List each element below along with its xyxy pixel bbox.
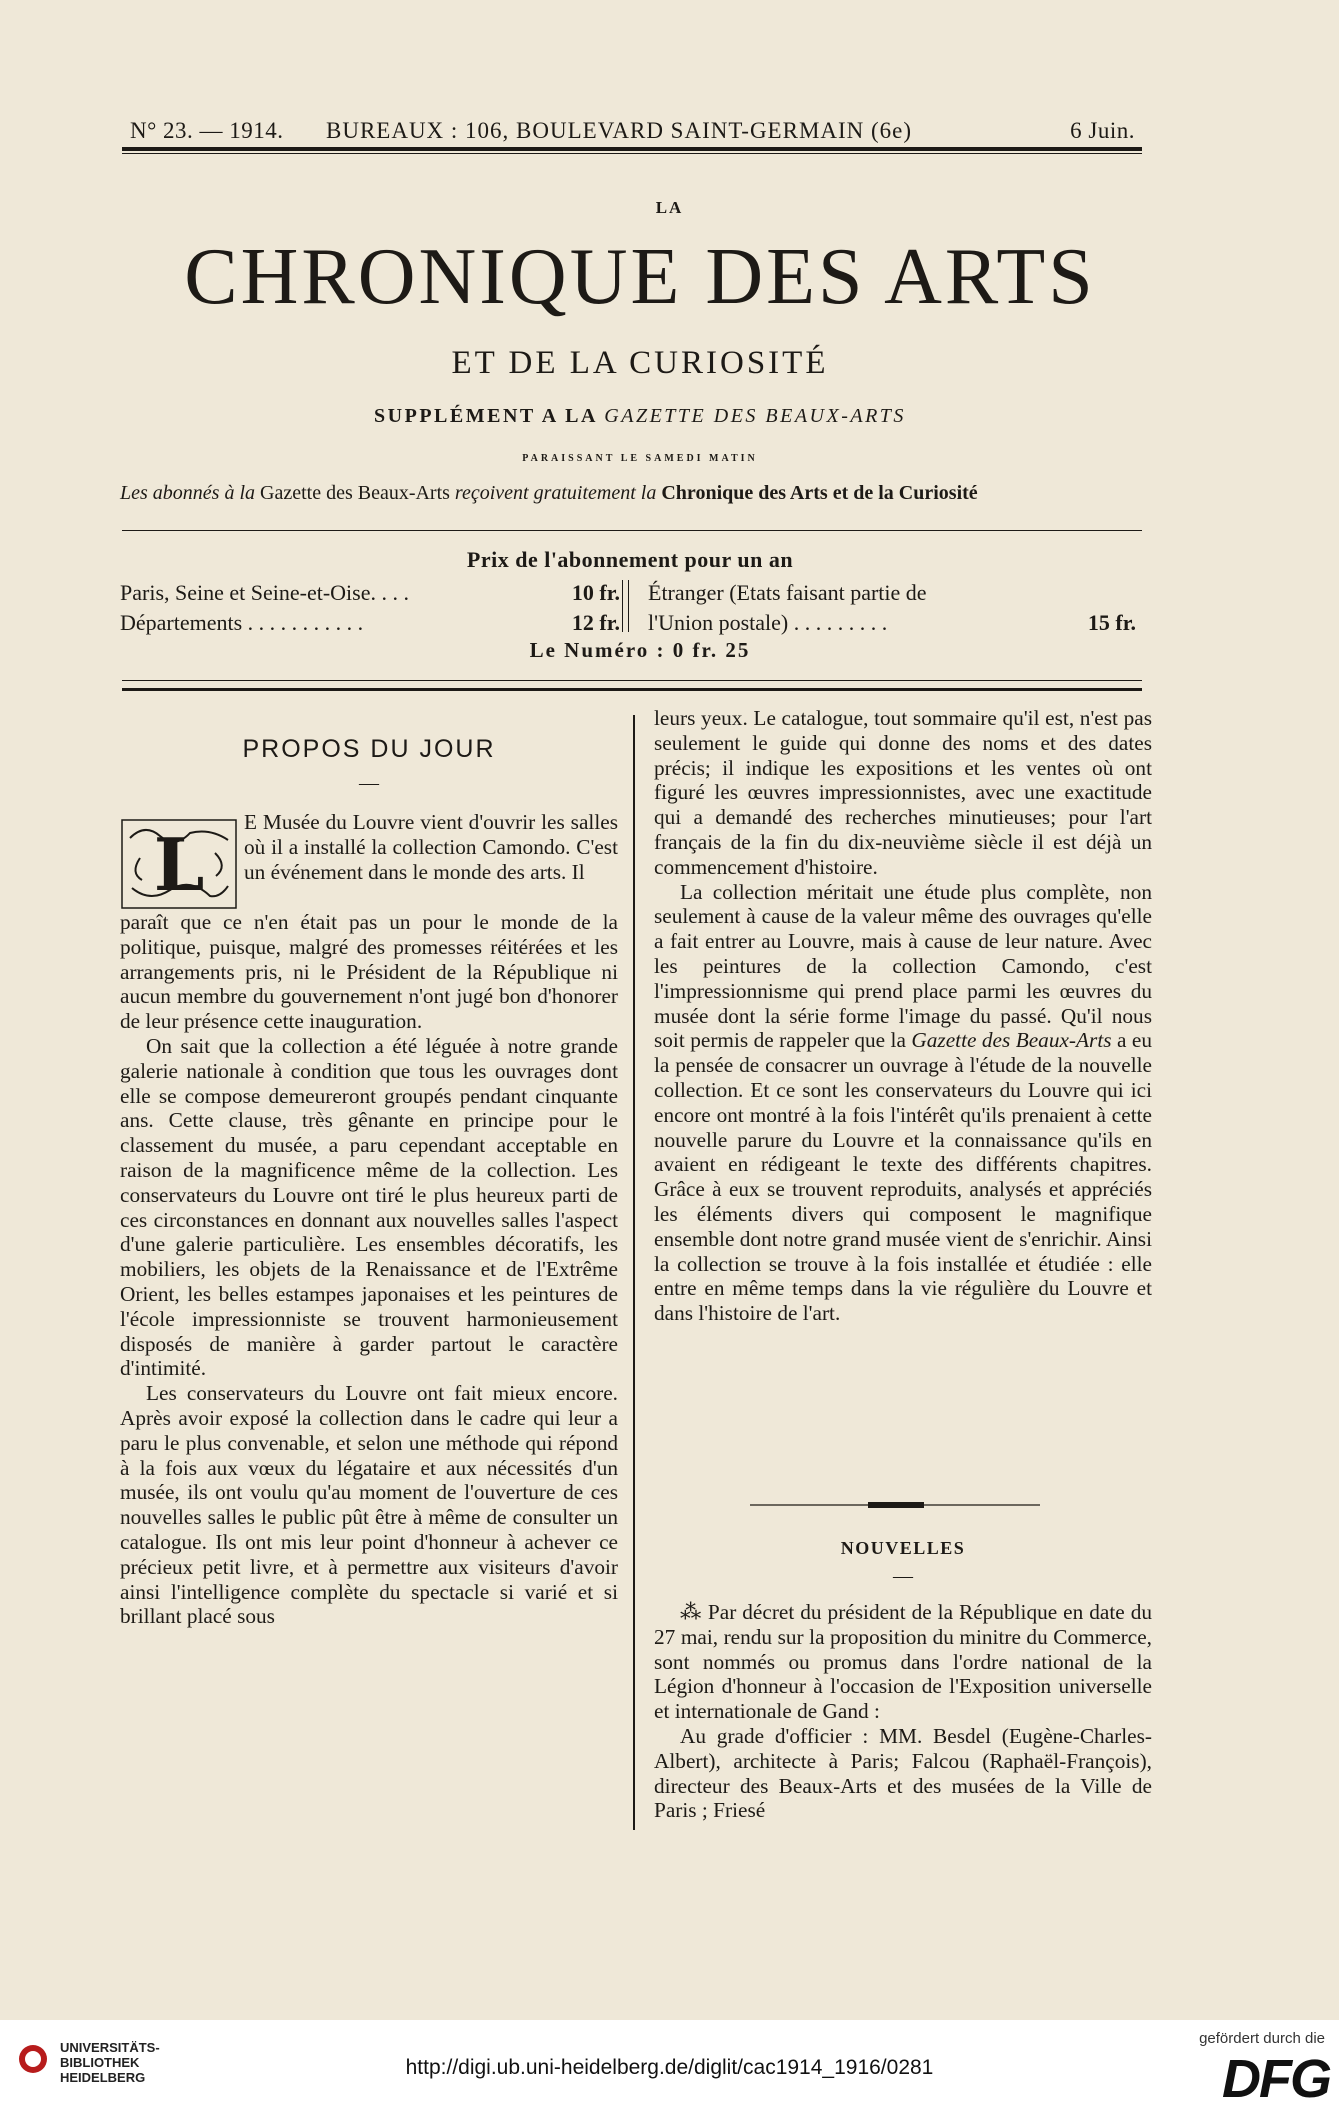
issue-number: N° 23. — 1914. (130, 118, 284, 143)
article-title: PROPOS DU JOUR (242, 735, 496, 763)
nouvelles-column (654, 1600, 1152, 1823)
paragraph-text: E Musée du Louvre vient d'ouvrir les salles où il a installé la collection Camondo. C'est un événement dans le monde des arts. Il (244, 810, 618, 884)
source-url[interactable]: http://digi.ub.uni-heidelberg.de/diglit/cac1914_1916/0281 (405, 2056, 934, 2079)
subscription-foreign-line2 (648, 610, 1136, 636)
uni-line: UNIVERSITÄTS- (60, 2040, 160, 2055)
column-divider (633, 715, 635, 1830)
article-title-dash: — (359, 772, 379, 794)
paragraph-text: ⁂ Par décret du président de la République en date du 27 mai, rendu sur la proposition du minitre du Commerce, sont nommés ou promus dans l'ordre national de la Légion d'honneur à l'occasion de l'Exposition universelle et internationale de Gand : (654, 1600, 1152, 1724)
subscription-row-departements (120, 610, 620, 636)
issue-date: 6 Juin. (1070, 118, 1135, 143)
header-rule-thin (122, 153, 1142, 154)
section-ornament (750, 1500, 1040, 1510)
paragraph-text: Au grade d'officier : MM. Besdel (Eugène-Charles-Albert), architecte à Paris; Falcou (Raphaël-François), directeur des Beaux-Arts et des musées de la Ville de Paris ; Friesé (654, 1723, 1152, 1823)
nouvelles-title: NOUVELLES (840, 1538, 966, 1558)
abonnes-part-2: Gazette des Beaux-Arts (260, 482, 450, 504)
paragraph-text-part: La collection méritait une étude plus complète, non seulement à cause de la valeur même des ouvrages qu'elle a fait entrer au Louvre, mais à cause de leur nature. Avec les peintures de la collection Camondo, c'est l'impressionnisme qui prend place parmi les œuvres du musée dont la série forme l'image du passé. Qu'il nous soit permis de rappeler que la (654, 879, 1152, 1053)
paragraph-text: leurs yeux. Le catalogue, tout sommaire qu'il est, n'est pas seulement le guide qui donne des noms et des dates précis; il indique les expositions et les ventes où ont figuré les œuvres impressionnistes, avec une exactitude qui a demandé des recherches minutieuses; pour l'art français de la fin du dix-neuvième siècle il est déjà un commencement d'histoire. (654, 706, 1152, 879)
article-right-column (654, 706, 1152, 1326)
paragraph-text: Les conservateurs du Louvre ont fait mieux encore. Après avoir exposé la collection dans le cadre qui leur a paru le plus convenable, et selon une méthode qui répond à la fois aux vœux du légataire et aux nécessités d'un musée, ils ont voulu qu'au moment de l'ouverture de ces nouvelles salles le public pût être à même de consulter un catalogue. Ils ont mis leur point d'honneur à achever ce précieux petit livre, et à permettre aux visiteurs d'avoir ainsi l'intelligence complète du spectacle si varié et si brillant placé sous (120, 1381, 618, 1629)
article-para1-start (244, 810, 618, 884)
supplement-prefix: SUPPLÉMENT A LA (374, 405, 597, 427)
supplement-gazette: GAZETTE DES BEAUX-ARTS (604, 405, 906, 427)
price-per-issue: Le Numéro : 0 fr. 25 (529, 638, 751, 662)
gazette-title: Gazette des Beaux-Arts (911, 1028, 1112, 1053)
abonnes-part-1: Les abonnés à la (120, 482, 255, 504)
supplement-line (0, 405, 1280, 428)
subscription-amount: 12 fr. (571, 610, 620, 635)
funded-by-label: gefördert durch die (1199, 2030, 1325, 2047)
uni-line: BIBLIOTHEK (60, 2055, 140, 2070)
bureaux-address: BUREAUX : 106, BOULEVARD SAINT-GERMAIN (6e) (326, 118, 913, 143)
paraissant-line: PARAISSANT LE SAMEDI MATIN (522, 453, 758, 464)
abonnes-part-3: reçoivent gratuitement la (454, 482, 657, 504)
nouvelles-dash: — (893, 1565, 913, 1587)
subscription-label: Départements . . . . . . . . . . . (120, 610, 364, 635)
subscription-top-rule (122, 530, 1142, 531)
abonnes-line (120, 482, 1140, 505)
subscription-label: Paris, Seine et Seine-et-Oise. . . . (120, 580, 409, 605)
subscription-foreign-amount: 15 fr. (1087, 610, 1136, 635)
masthead-la: LA (655, 198, 684, 217)
paragraph-text-part: a eu la pensée de consacrer un ouvrage à l'étude de la nouvelle collection. Et ce sont les conservateurs du Louvre qui ici encore ont montré à la fois l'intérêt qu'ils prenaient à cette nouvelle parure du Louvre et la connaissance qu'ils en avaient en rédigeant le texte des différents chapitres. Grâce à eux se trouvent reproduits, analysés et appréciés les éléments divers qui composent le magnifique ensemble dont notre grand musée vient de s'enrichir. Ainsi la collection se trouve à la fois installée et étudiée : elle entre en même temps dans la vie régulière du Louvre et dans l'histoire de l'art. (654, 1028, 1152, 1326)
paragraph-text: paraît que ce n'en était pas un pour le monde de la politique, puisque, malgré des promesses réitérées et les arrangements pris, ni le Président de la République ni aucun membre du gouvernement n'ont jugé bon d'honorer de leur présence cette inauguration. (120, 910, 618, 1034)
subscription-bottom-rule-thick (122, 688, 1142, 691)
article-left-column (120, 910, 618, 1629)
subscription-bottom-rule (122, 680, 1142, 681)
header-rule (122, 147, 1142, 151)
subscription-divider (622, 580, 623, 632)
uni-line: HEIDELBERG (60, 2070, 146, 2085)
paragraph-text (654, 880, 1152, 1326)
masthead-title: CHRONIQUE DES ARTS (184, 233, 1096, 321)
dfg-logo: DFG (1222, 2049, 1330, 2109)
subscription-row-paris (120, 580, 620, 606)
subscription-foreign-line1: Étranger (Etats faisant partie de (648, 580, 927, 605)
subscription-title: Prix de l'abonnement pour un an (466, 547, 794, 572)
subscription-divider-2 (628, 580, 629, 632)
paragraph-text: On sait que la collection a été léguée à notre grande galerie nationale à condition que tous les ouvrages dont elle se compose demeureront groupés pendant cinquante ans. Cette clause, très gênante en principe pour le classement du musée, a paru cependant acceptable en raison de la magnificence même de la collection. Les conservateurs du Louvre ont tiré le plus heureux parti de ces circonstances en donnant aux nouvelles salles l'aspect d'une galerie particulière. Les ensembles décoratifs, les mobiliers, les objets de la Renaissance et de l'Extrême Orient, les belles estampes japonaises et les peintures de l'école impressionniste se trouvent harmonieusement disposés de manière à garder partout le caractère d'intimité. (120, 1033, 618, 1381)
subscription-amount: 10 fr. (571, 580, 620, 605)
ornamental-dropcap (120, 818, 238, 910)
abonnes-part-4: Chronique des Arts et de la Curiosité (661, 482, 978, 504)
dropcap-letter: L (153, 822, 205, 907)
subscription-foreign-label: l'Union postale) . . . . . . . . . (648, 610, 888, 635)
masthead-subtitle: ET DE LA CURIOSITÉ (451, 345, 829, 381)
